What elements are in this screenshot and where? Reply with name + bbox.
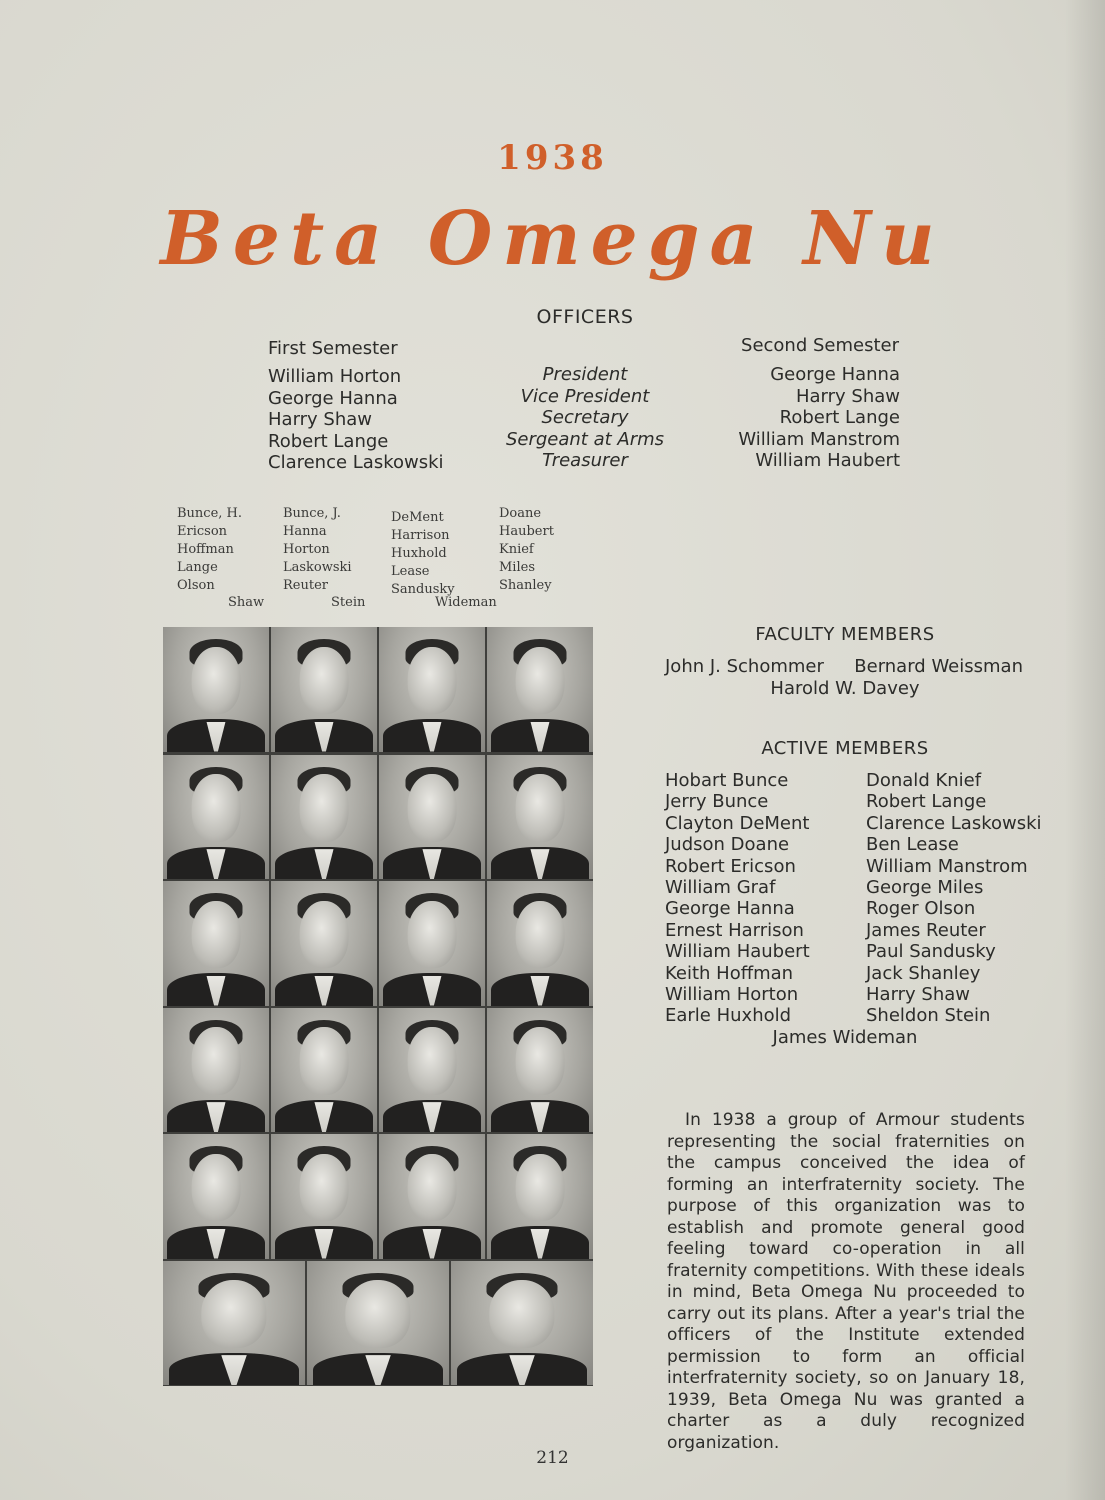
active-member: Jerry Bunce	[665, 791, 769, 813]
roster-name: Huxhold	[391, 546, 447, 561]
active-member: Harry Shaw	[866, 984, 971, 1006]
roster-name: Bunce, H.	[177, 506, 243, 521]
member-portrait	[163, 627, 269, 752]
roster-name: Reuter	[283, 578, 328, 593]
portrait-face	[516, 1154, 565, 1221]
active-member: Paul Sandusky	[866, 941, 996, 963]
photo-roster-col-1	[177, 505, 242, 595]
roster-name: Shanley	[499, 578, 552, 593]
member-portrait	[379, 1134, 485, 1259]
member-portrait	[163, 881, 269, 1006]
office-title: President	[542, 364, 628, 385]
active-member: Judson Doane	[665, 834, 790, 856]
roster-name: Horton	[283, 542, 330, 557]
first-semester-officers	[268, 366, 444, 474]
member-portrait	[487, 755, 593, 880]
active-member: Earle Huxhold	[665, 1005, 792, 1027]
portrait-face	[300, 774, 349, 841]
roster-name: Bunce, J.	[283, 506, 341, 521]
roster-name: Knief	[499, 542, 534, 557]
active-member: Clayton DeMent	[665, 812, 810, 834]
active-member: George Hanna	[665, 898, 795, 920]
year-heading: 1938	[497, 138, 608, 178]
member-portrait	[307, 1261, 449, 1386]
officer-name: George Hanna	[268, 387, 398, 409]
roster-name: DeMent	[391, 510, 444, 525]
active-member: Hobart Bunce	[665, 770, 789, 791]
member-portrait	[163, 755, 269, 880]
active-member: Keith Hoffman	[665, 962, 794, 984]
active-member: Donald Knief	[866, 770, 982, 791]
roster-name: Wideman	[435, 595, 497, 610]
portrait-face	[300, 1027, 349, 1094]
active-member: William Graf	[665, 877, 776, 899]
active-member: Robert Ericson	[665, 855, 796, 877]
member-portrait	[271, 755, 377, 880]
member-portrait	[271, 881, 377, 1006]
portrait-face	[408, 1027, 457, 1094]
office-title: Sergeant at Arms	[505, 428, 665, 450]
portrait-face	[516, 1027, 565, 1094]
second-semester-officers	[738, 364, 900, 472]
portrait-face	[300, 1154, 349, 1221]
active-member: James Wideman	[772, 1027, 918, 1048]
faculty-member: Harold W. Davey	[770, 678, 920, 699]
first-semester-label: First Semester	[268, 338, 398, 359]
history-paragraph: In 1938 a group of Armour students representing the social fraternities on the campus conceived the idea of forming an interfraternity society. The purpose of this organization was to establish and promote general good feeling toward co-operation in all fraternity competitions. With these ideals in mind, Beta Omega Nu proceeded to carry out its plans. After a year's trial the officers of the Institute extended permission to form an official interfraternity society, so on January 18, 1939, Beta Omega Nu was granted a charter as a duly recognized organization.	[667, 1110, 1025, 1453]
office-title: Secretary	[541, 407, 629, 428]
second-semester-label: Second Semester	[741, 335, 899, 356]
roster-name: Stein	[331, 595, 366, 610]
photo-roster-col-3	[391, 509, 455, 599]
active-member: William Manstrom	[866, 855, 1028, 877]
faculty-heading: FACULTY MEMBERS	[755, 624, 935, 645]
portrait-face	[192, 774, 241, 841]
active-members-left-column	[665, 770, 810, 1027]
active-member: George Miles	[866, 877, 984, 899]
officer-name: Harry Shaw	[268, 409, 373, 430]
roster-name: Lange	[177, 560, 218, 575]
portrait-face	[489, 1280, 554, 1347]
member-portrait	[379, 627, 485, 752]
portrait-face	[192, 1027, 241, 1094]
member-portrait	[163, 1134, 269, 1259]
active-members-heading: ACTIVE MEMBERS	[761, 738, 929, 759]
officer-name: George Hanna	[770, 364, 900, 385]
portrait-face	[192, 1154, 241, 1221]
roster-name: Laskowski	[283, 560, 352, 575]
active-member: Sheldon Stein	[866, 1005, 991, 1027]
roster-name: Olson	[177, 578, 215, 593]
portrait-face	[300, 901, 349, 968]
officer-name: William Haubert	[755, 450, 900, 471]
active-member: Jack Shanley	[866, 962, 981, 984]
member-portrait	[271, 1134, 377, 1259]
active-member: James Reuter	[866, 919, 986, 941]
portrait-face	[300, 647, 349, 714]
roster-name: Shaw	[228, 595, 265, 610]
member-portrait	[379, 1008, 485, 1133]
faculty-member: Bernard Weissman	[854, 656, 1023, 677]
office-titles	[440, 364, 730, 472]
member-portrait-grid	[163, 627, 593, 1386]
roster-name: Hoffman	[177, 542, 234, 557]
roster-name: Lease	[391, 564, 430, 579]
portrait-face	[192, 647, 241, 714]
page-title: Beta Omega Nu	[160, 196, 945, 282]
officer-name: William Manstrom	[738, 428, 900, 450]
portrait-face	[516, 774, 565, 841]
active-member: Roger Olson	[866, 898, 976, 920]
officers-heading: OFFICERS	[536, 306, 634, 328]
officer-name: Robert Lange	[779, 407, 900, 428]
member-portrait	[487, 1008, 593, 1133]
office-title: Treasurer	[542, 450, 628, 471]
portrait-face	[345, 1280, 410, 1347]
active-member: Clarence Laskowski	[866, 812, 1042, 834]
photo-roster-col-4	[499, 505, 554, 595]
member-portrait	[163, 1261, 305, 1386]
roster-name: Hanna	[283, 524, 327, 539]
member-portrait	[379, 755, 485, 880]
roster-name: Miles	[499, 560, 535, 575]
active-member: Ben Lease	[866, 834, 959, 856]
photo-roster-col-2	[283, 505, 352, 595]
portrait-face	[408, 647, 457, 714]
active-member: Robert Lange	[866, 791, 987, 813]
roster-name: Doane	[499, 506, 542, 521]
officer-name: Robert Lange	[268, 430, 389, 452]
member-portrait	[487, 881, 593, 1006]
officer-name: Harry Shaw	[795, 385, 900, 407]
roster-name: Ericson	[177, 524, 228, 539]
member-portrait	[271, 627, 377, 752]
member-portrait	[379, 881, 485, 1006]
active-member: William Horton	[665, 984, 799, 1006]
member-portrait	[451, 1261, 593, 1386]
portrait-face	[516, 901, 565, 968]
portrait-face	[408, 774, 457, 841]
portrait-face	[408, 901, 457, 968]
portrait-face	[516, 647, 565, 714]
active-member: William Haubert	[665, 941, 810, 963]
roster-name: Harrison	[391, 528, 450, 543]
member-portrait	[271, 1008, 377, 1133]
office-title: Vice President	[520, 385, 650, 407]
roster-name: Haubert	[499, 524, 554, 539]
portrait-face	[201, 1280, 266, 1347]
officer-name: William Horton	[268, 366, 402, 387]
officer-name: Clarence Laskowski	[268, 452, 444, 473]
member-portrait	[163, 1008, 269, 1133]
faculty-member: John J. Schommer	[665, 656, 824, 677]
roster-name: Sandusky	[391, 582, 455, 597]
page-number: 212	[536, 1448, 569, 1468]
portrait-face	[408, 1154, 457, 1221]
active-member: Ernest Harrison	[665, 919, 804, 941]
member-portrait	[487, 1134, 593, 1259]
member-portrait	[487, 627, 593, 752]
active-members-right-column	[866, 770, 1042, 1027]
portrait-face	[192, 901, 241, 968]
